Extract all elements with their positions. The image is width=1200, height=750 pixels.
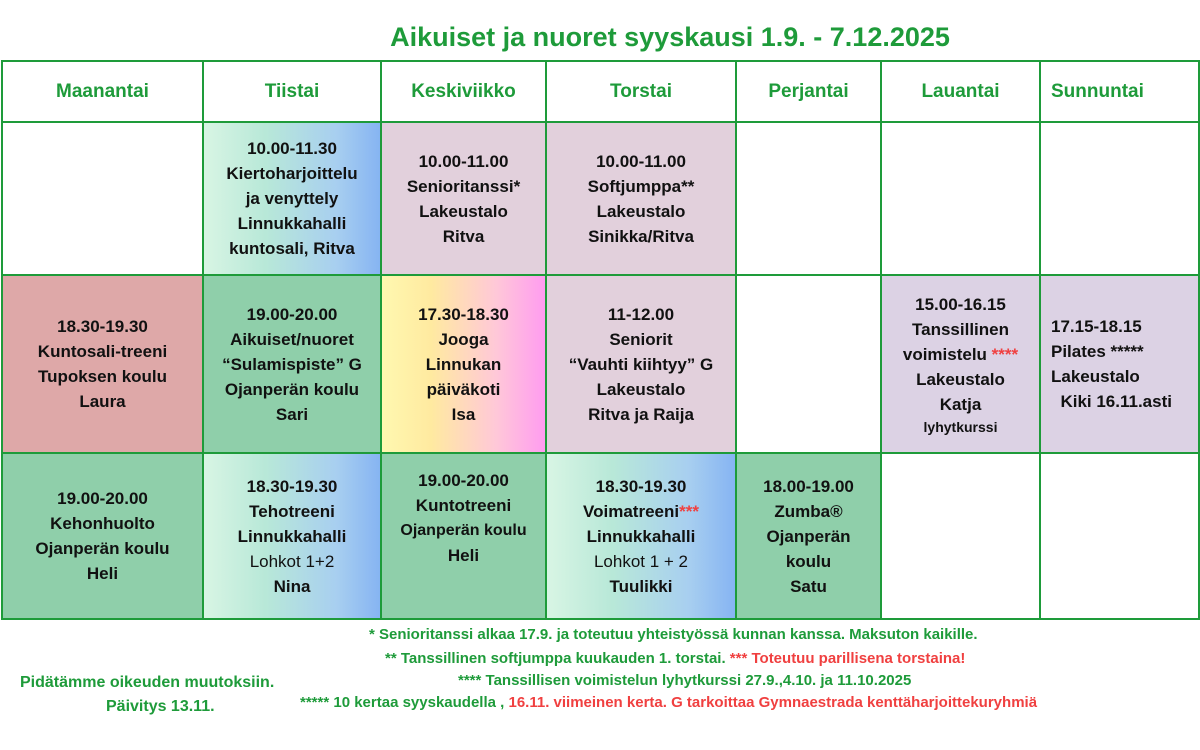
class-cell-mon-3: 19.00-20.00 Kehonhuolto Ojanperän koulu Heli [2, 453, 203, 619]
day-header-sunday: Sunnuntai [1040, 61, 1199, 122]
empty-cell [1040, 122, 1199, 275]
footnote-softjumppa: ** Tanssillinen softjumppa kuukauden 1. torstai. *** Toteutuu parillisena torstaina! [385, 650, 966, 667]
footnote-senioritanssi: * Senioritanssi alkaa 17.9. ja toteutuu yhteistyössä kunnan kanssa. Maksuton kaikille. [369, 626, 978, 643]
footnote-tanssillinen: **** Tanssillisen voimistelun lyhytkurssi 27.9.,4.10. ja 11.10.2025 [458, 672, 912, 689]
class-cell-wed-3: 19.00-20.00 Kuntotreeni Ojanperän koulu Heli [381, 453, 546, 619]
footnote-pilates: ***** 10 kertaa syyskaudella , 16.11. viimeinen kerta. G tarkoittaa Gymnaestrada kenttäharjoittekuryhmiä [300, 694, 1038, 711]
update-date: Päivitys 13.11. [106, 698, 215, 715]
schedule-table [1, 60, 1200, 620]
schedule-row-2 [2, 275, 1199, 453]
empty-cell [881, 453, 1040, 619]
class-cell-wed-2: 17.30-18.30 Jooga Linnukan päiväkoti Isa [381, 275, 546, 453]
class-cell-sat-2: 15.00-16.15 Tanssillinen voimistelu **** Lakeustalo Katja lyhytkurssi [881, 275, 1040, 453]
day-header-monday: Maanantai [2, 61, 203, 122]
class-cell-thu-2: 11-12.00 Seniorit “Vauhti kiihtyy” G Lakeustalo Ritva ja Raija [546, 275, 736, 453]
day-header-wednesday: Keskiviikko [381, 61, 546, 122]
schedule-row-1 [2, 122, 1199, 275]
day-header-row [2, 61, 1199, 122]
empty-cell [1040, 453, 1199, 619]
class-cell-fri-3: 18.00-19.00 Zumba® Ojanperän koulu Satu [736, 453, 881, 619]
class-cell-sun-2: 17.15-18.15 Pilates ***** Lakeustalo Kiki 16.11.asti [1040, 275, 1199, 453]
class-cell-wed-1: 10.00-11.00 Senioritanssi* Lakeustalo Ritva [381, 122, 546, 275]
empty-cell [736, 275, 881, 453]
empty-cell [736, 122, 881, 275]
class-cell-tue-2: 19.00-20.00 Aikuiset/nuoret “Sulamispiste” G Ojanperän koulu Sari [203, 275, 381, 453]
empty-cell [2, 122, 203, 275]
day-header-thursday: Torstai [546, 61, 736, 122]
class-cell-mon-2: 18.30-19.30 Kuntosali-treeni Tupoksen koulu Laura [2, 275, 203, 453]
class-cell-tue-3: 18.30-19.30 Tehotreeni Linnukkahalli Lohkot 1+2 Nina [203, 453, 381, 619]
page-title: Aikuiset ja nuoret syyskausi 1.9. - 7.12.2025 [390, 22, 950, 52]
reservation-note: Pidätämme oikeuden muutoksiin. [20, 674, 275, 691]
class-cell-thu-3: 18.30-19.30 Voimatreeni*** Linnukkahalli Lohkot 1 + 2 Tuulikki [546, 453, 736, 619]
schedule-row-3 [2, 453, 1199, 619]
day-header-saturday: Lauantai [881, 61, 1040, 122]
day-header-friday: Perjantai [736, 61, 881, 122]
day-header-tuesday: Tiistai [203, 61, 381, 122]
class-cell-thu-1: 10.00-11.00 Softjumppa** Lakeustalo Sinikka/Ritva [546, 122, 736, 275]
class-cell-tue-1: 10.00-11.30 Kiertoharjoittelu ja venyttely Linnukkahalli kuntosali, Ritva [203, 122, 381, 275]
empty-cell [881, 122, 1040, 275]
